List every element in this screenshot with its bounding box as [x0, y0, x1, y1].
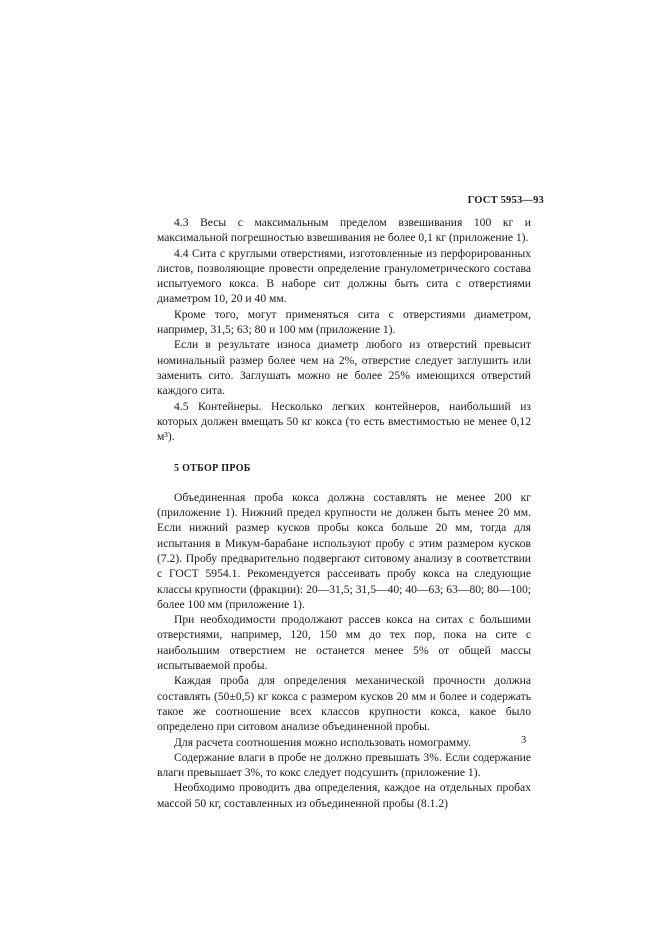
paragraph-two-determinations: Необходимо проводить два определения, каждое на отдельных пробах массой 50 кг, составленных из объединенной пробы (8.1.2) [157, 781, 531, 810]
paragraph-4-4: 4.4 Сита с круглыми отверстиями, изготовленные из перфорированных листов, позволяющие провести определение гранулометрического состава испытуемого кокса. В наборе сит должны быть сита с отверстиями диаметром 10, 20 и 40 мм. [157, 246, 531, 306]
document-body [157, 215, 531, 811]
paragraph-each-sample: Каждая проба для определения механической прочности должна составлять (50±0,5) кг кокса с размером кусков 20 мм и более и содержать такое же соотношение всех классов крупности кокса, какое было определено при ситовом анализе объединенной пробы. [157, 674, 531, 734]
paragraph-sieve-wear: Если в результате износа диаметр любого из отверстий превысит номинальный размер более чем на 2%, отверстие следует заглушить или заменить сито. Заглушать можно не более 25% имеющихся отверстий каждого сита. [157, 338, 531, 398]
paragraph-sieves-extra: Кроме того, могут применяться сита с отверстиями диаметром, например, 31,5; 63; 80 и 100 мм (приложение 1). [157, 307, 531, 337]
document-header: ГОСТ 5953—93 [467, 195, 544, 206]
section-title: 5 ОТБОР ПРОБ [174, 463, 251, 475]
page-number: 3 [521, 735, 527, 746]
paragraph-4-5: 4.5 Контейнеры. Несколько легких контейнеров, наибольший из которых должен вмещать 50 кг кокса (то есть вместимостью не менее 0,12 м³). [157, 399, 531, 444]
paragraph-moisture: Содержание влаги в пробе не должно превышать 3%. Если содержание влаги превышает 3%, то кокс следует подсушить (приложение 1). [157, 750, 531, 780]
paragraph-nomogram: Для расчета соотношения можно использовать номограмму. [174, 735, 471, 749]
paragraph-4-3: 4.3 Весы с максимальным пределом взвешивания 100 кг и максимальной погрешностью взвешивания не более 0,1 кг (приложение 1). [157, 216, 531, 245]
paragraph-combined-sample: Объединенная проба кокса должна составлять не менее 200 кг (приложение 1). Нижний предел крупности не должен быть менее 20 мм. Если нижний размер кусков пробы кокса больше 20 мм, тогда для испытания в Микум-барабане используют пробу с этим размером кусков (7.2). Пробу предварительно подвергают ситовому анализу в соответствии с ГОСТ 5954.1. Рекомендуется рассеивать пробу кокса на следующие классы крупности (фракции): 20—31,5; 31,5—40; 40—63; 63—80; 80—100; более 100 мм (приложение 1). [157, 490, 531, 611]
paragraph-sieving-continue: При необходимости продолжают рассев кокса на ситах с большими отверстиями, например, 120, 150 мм до тех пор, пока на сите с наибольшим отверстием не останется менее 5% от общей массы испытываемой пробы. [157, 613, 531, 673]
